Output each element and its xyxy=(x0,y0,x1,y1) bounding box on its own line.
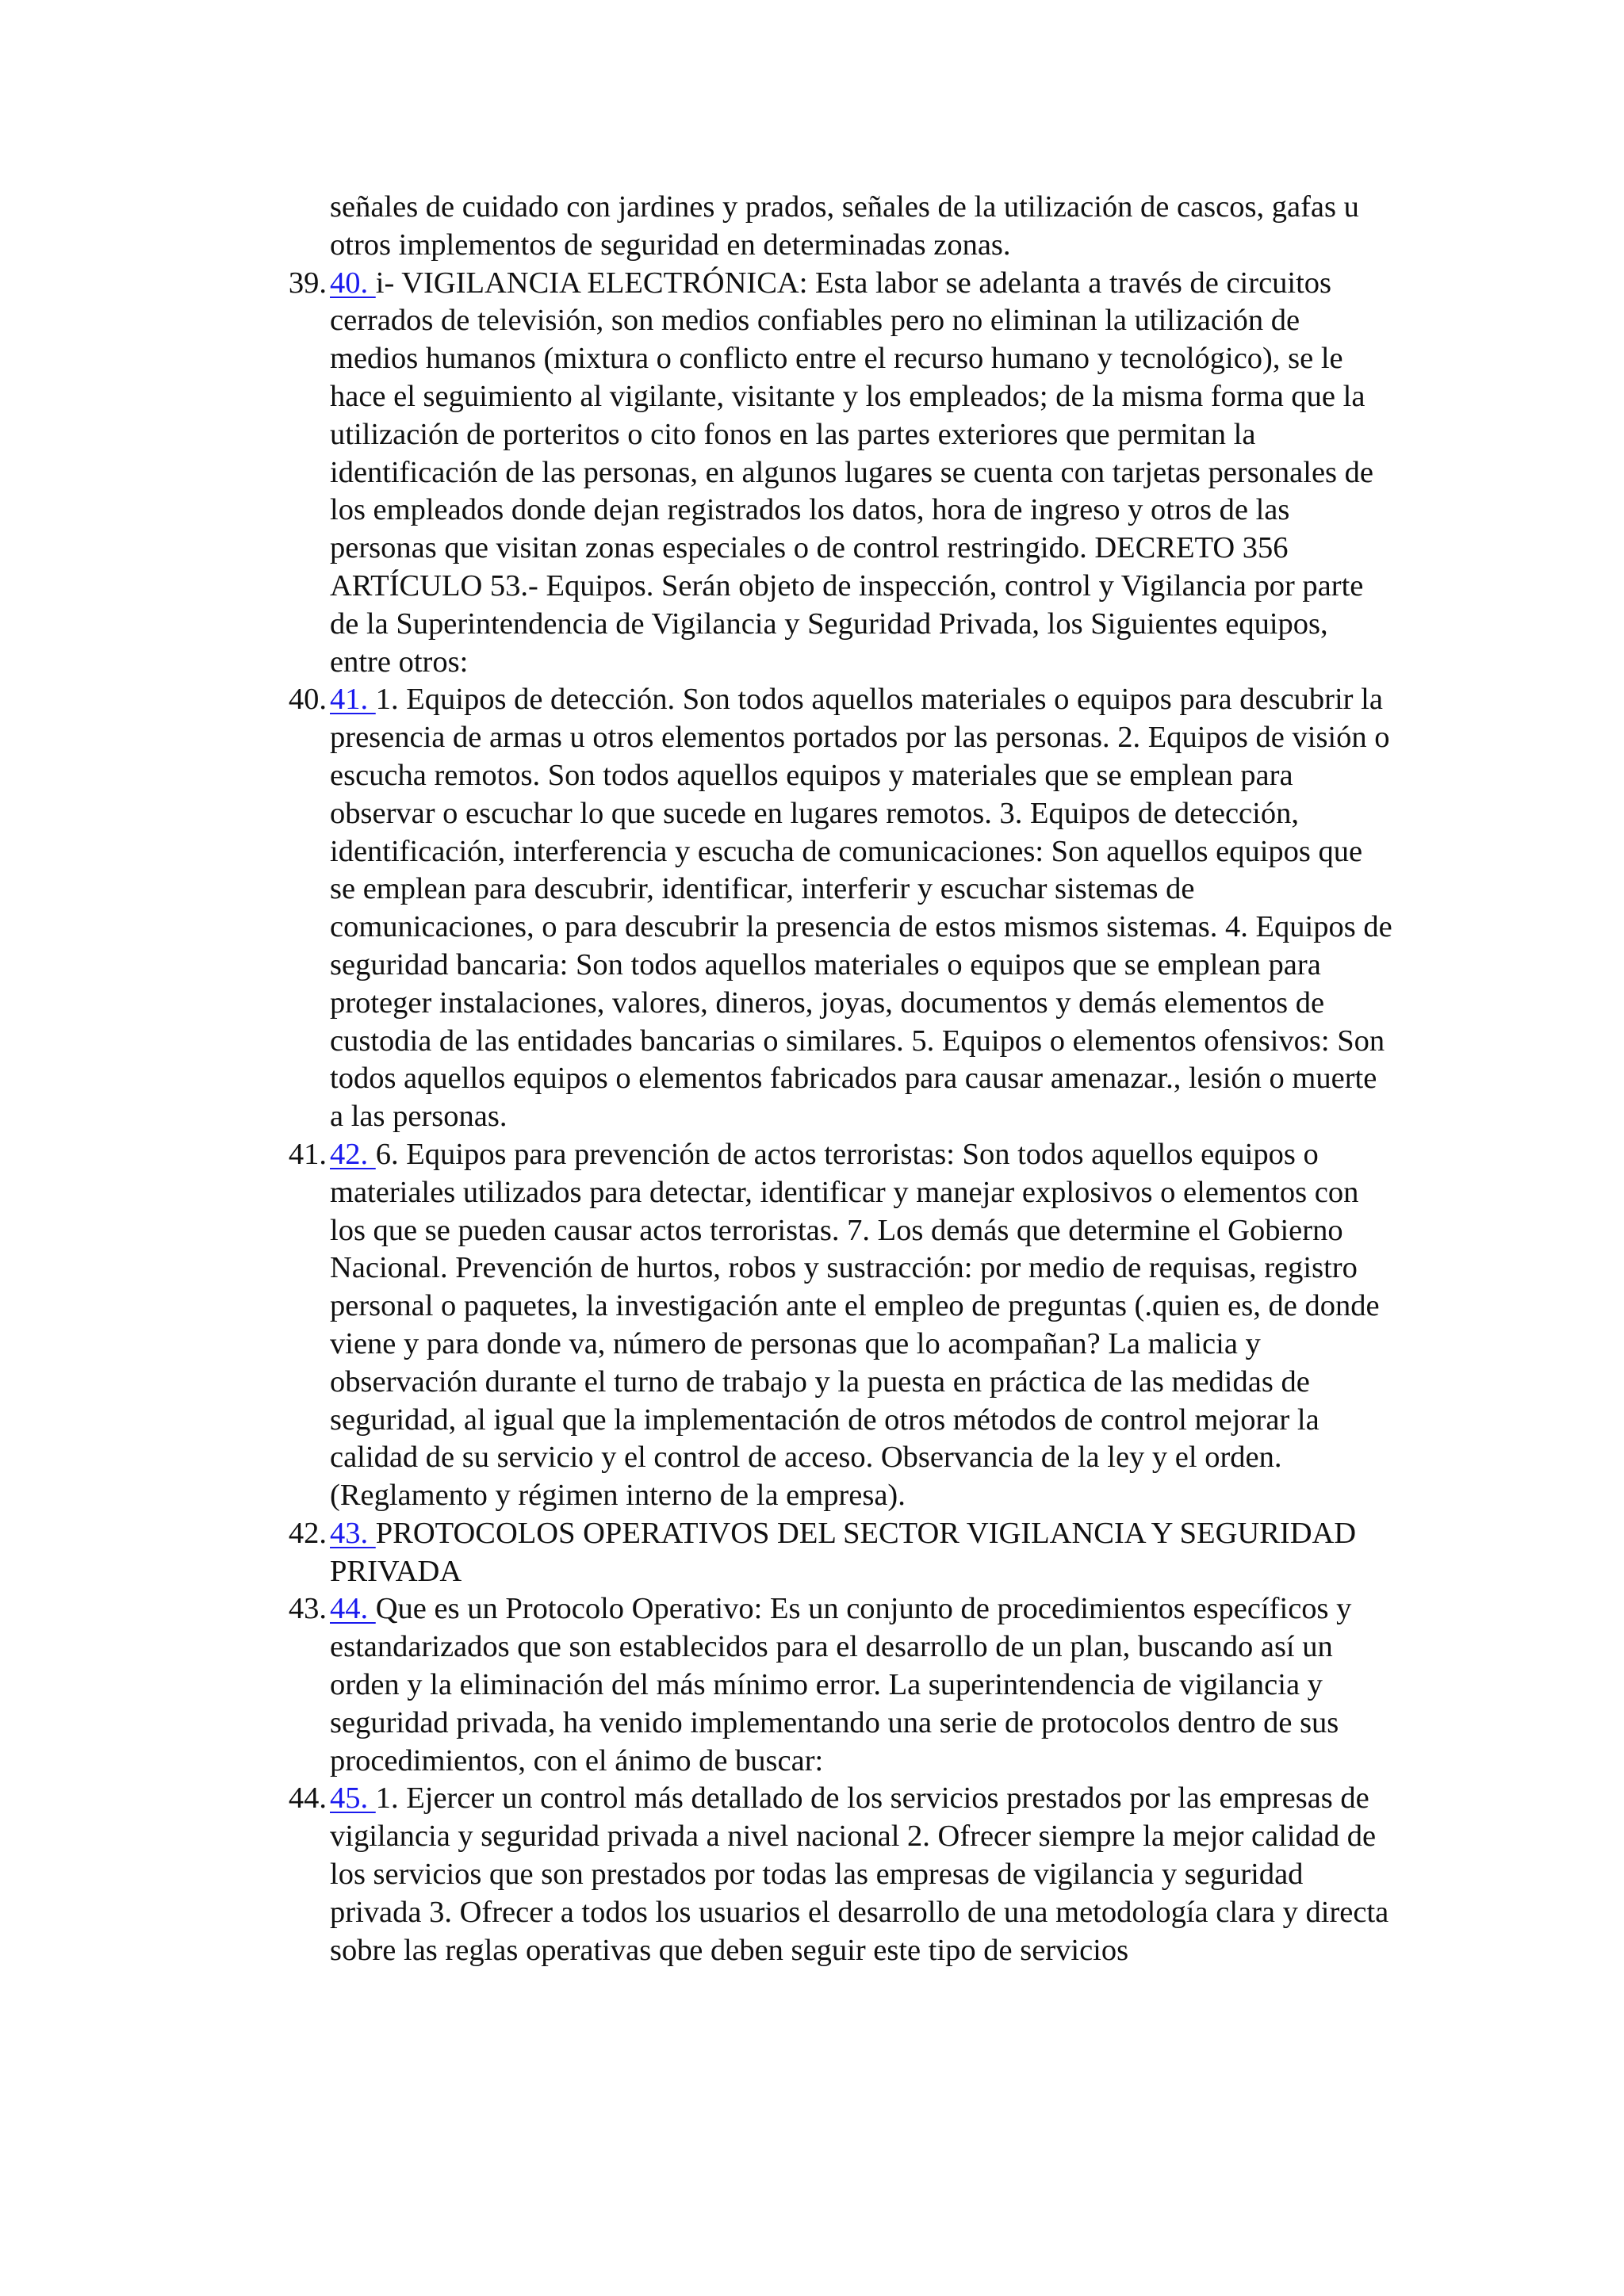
list-number: 41. xyxy=(288,1137,327,1171)
list-number: 42. xyxy=(288,1516,327,1550)
item-text: 1. Equipos de detección. Son todos aquellos materiales o equipos para descubrir la presencia de armas u otros elementos portados por las personas. 2. Equipos de visión o escucha remotos. Son todos aquellos equipos y materiales que se emplean para observar o escuchar lo que sucede en lugares remotos. 3. Equipos de detección, identificación, interferencia y escucha de comunicaciones: Son aquellos equipos que se emplean para descubrir, identificar, interferir y escuchar sistemas de comunicaciones, o para descubrir la presencia de estos mismos sistemas. 4. Equipos de seguridad bancaria: Son todos aquellos materiales o equipos que se emplean para proteger instalaciones, valores, dineros, joyas, documentos y demás elementos de custodia de las entidades bancarias o similares. 5. Equipos o elementos ofensivos: Son todos aquellos equipos o elementos fabricados para causar amenazar., lesión o muerte a las personas. xyxy=(330,683,1392,1134)
list-item-42 xyxy=(288,1515,1392,1591)
item-text: Que es un Protocolo Operativo: Es un conjunto de procedimientos específicos y estandarizados que son establecidos para el desarrollo de un plan, buscando así un orden y la eliminación del más mínimo error. La superintendencia de vigilancia y seguridad privada, ha venido implementando una serie de protocolos dentro de sus procedimientos, con el ánimo de buscar: xyxy=(330,1592,1352,1777)
list-number: 39. xyxy=(288,266,327,300)
list-item-44 xyxy=(288,1780,1392,1969)
item-text: i- VIGILANCIA ELECTRÓNICA: Esta labor se adelanta a través de circuitos cerrados de televisión, son medios confiables pero no eliminan la utilización de medios humanos (mixtura o conflicto entre el recurso humano y tecnológico), se le hace el seguimiento al vigilante, visitante y los empleados; de la misma forma que la utilización de porteritos o cito fonos en las partes exteriores que permitan la identificación de las personas, en algunos lugares se cuenta con tarjetas personales de los empleados donde dejan registrados los datos, hora de ingreso y otros de las personas que visitan zonas especiales o de control restringido. DECRETO 356 ARTÍCULO 53.- Equipos. Serán objeto de inspección, control y Vigilancia por parte de la Superintendencia de Vigilancia y Seguridad Privada, los Siguientes equipos, entre otros: xyxy=(330,266,1373,679)
item-link-44[interactable]: 44. xyxy=(330,1592,376,1626)
item-text: 6. Equipos para prevención de actos terroristas: Son todos aquellos equipos o materiales utilizados para detectar, identificar y manejar explosivos o elementos con los que se pueden causar actos terroristas. 7. Los demás que determine el Gobierno Nacional. Prevención de hurtos, robos y sustracción: por medio de requisas, registro personal o paquetes, la investigación ante el empleo de preguntas (.quien es, de donde viene y para donde va, número de personas que lo acompañan? La malicia y observación durante el turno de trabajo y la puesta en práctica de las medidas de seguridad, al igual que la implementación de otros métodos de control mejorar la calidad de su servicio y el control de acceso. Observancia de la ley y el orden. (Reglamento y régimen interno de la empresa). xyxy=(330,1137,1380,1513)
item-text: 1. Ejercer un control más detallado de los servicios prestados por las empresas de vigilancia y seguridad privada a nivel nacional 2. Ofrecer siempre la mejor calidad de los servicios que son prestados por todas las empresas de vigilancia y seguridad privada 3. Ofrecer a todos los usuarios el desarrollo de una metodología clara y directa sobre las reglas operativas que deben seguir este tipo de servicios xyxy=(330,1781,1389,1967)
list-item-39 xyxy=(288,265,1392,682)
item-link-45[interactable]: 45. xyxy=(330,1781,376,1816)
item-link-41[interactable]: 41. xyxy=(330,683,376,717)
continuation-paragraph: señales de cuidado con jardines y prados, señales de la utilización de cascos, gafas u otros implementos de seguridad en determinadas zonas. xyxy=(330,190,1359,262)
list-item-40 xyxy=(288,681,1392,1136)
document-body xyxy=(288,189,1392,1969)
item-link-42[interactable]: 42. xyxy=(330,1137,376,1171)
list-item-41 xyxy=(288,1136,1392,1515)
list-number: 40. xyxy=(288,683,327,717)
item-link-43[interactable]: 43. xyxy=(330,1516,376,1550)
item-text: PROTOCOLOS OPERATIVOS DEL SECTOR VIGILANCIA Y SEGURIDAD PRIVADA xyxy=(330,1516,1357,1588)
list-number: 43. xyxy=(288,1592,327,1626)
list-item-43 xyxy=(288,1590,1392,1780)
item-link-40[interactable]: 40. xyxy=(330,266,376,300)
list-number: 44. xyxy=(288,1781,327,1816)
